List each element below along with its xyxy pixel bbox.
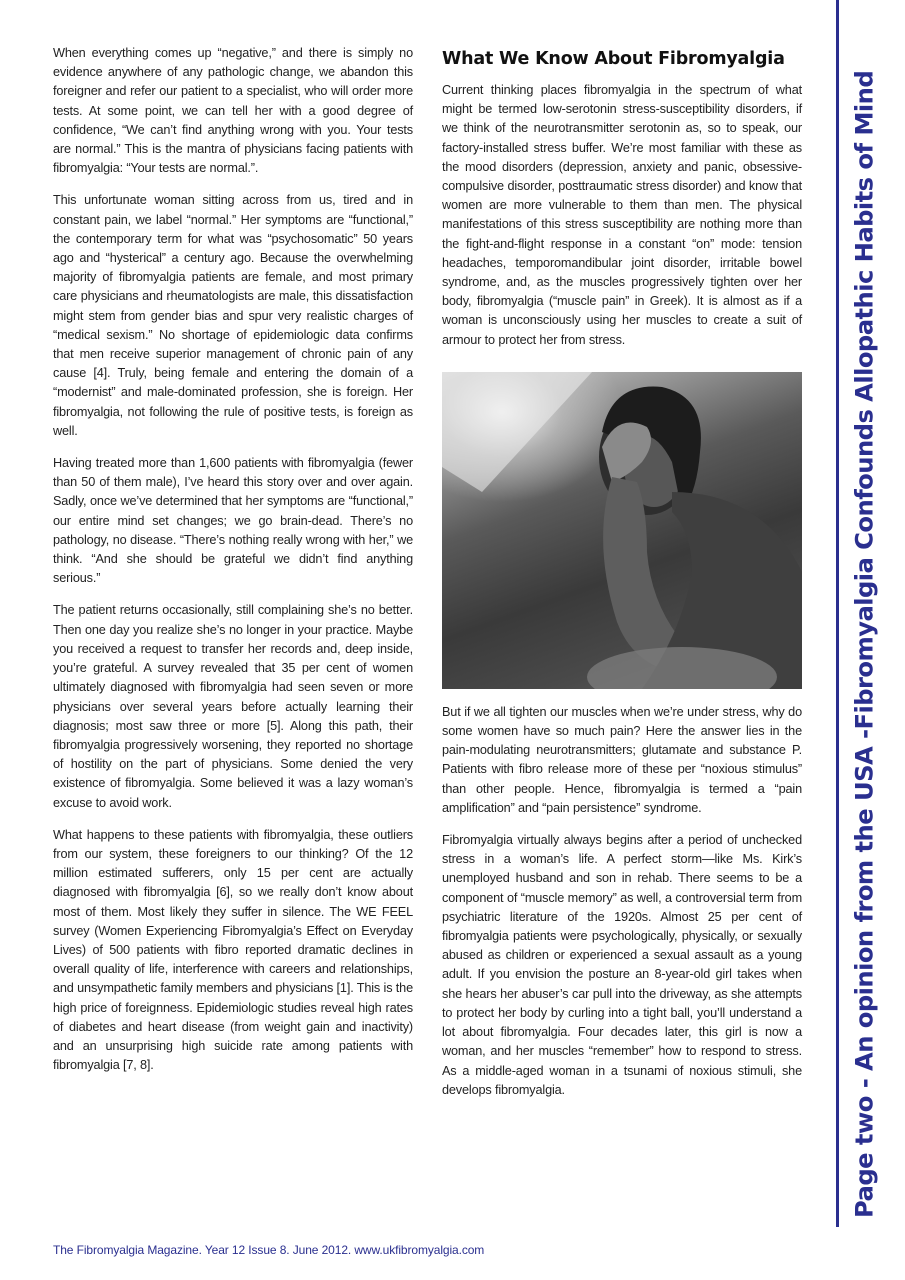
left-paragraph-1: When everything comes up “negative,” and there is simply no evidence anywhere of any pathologic change, we abandon this foreigner and refer our patient to a specialist, who will order more tests. At some point, we can tell her with a good degree of confidence, “We can’t find anything wrong with you. Your tests are normal.” This is the mantra of physicians facing patients with fibromyalgia: “Your tests are normal.”. (53, 46, 413, 176)
left-paragraph-4: The patient returns occasionally, still complaining she’s no better. Then one day you realize she’s no longer in your practice. Maybe you received a request to transfer her records and, deep inside, you’re grateful. A survey revealed that 35 per cent of women ultimately diagnosed with fibromyalgia had seen seven or more physicians over several years before actually learning their diagnosis; most saw three or more [5]. Along this path, their fibromyalgia progressively worsening, they reported no shortage of hostility on the part of physicians. Some denied the very existence of fibromyalgia. Some believed it was a lazy woman’s excuse to avoid work. (53, 603, 413, 810)
page-footer: The Fibromyalgia Magazine. Year 12 Issue 8. June 2012. www.ukfibromyalgia.com (53, 1243, 485, 1257)
sidebar-title: Page two - An opinion from the USA -Fibromyalgia Confounds Allopathic Habits of Mind (849, 70, 879, 1218)
right-paragraph-2: But if we all tighten our muscles when we’re under stress, why do some women have so much pain? Here the answer lies in the pain-modulating neurotransmitters; glutamate and substance P. Patients with fibro release more of these per “noxious stimulus” than other people. Hence, fibromyalgia is termed a “pain amplification” and “pain persistence” syndrome. (442, 704, 802, 815)
left-paragraph-5: What happens to these patients with fibromyalgia, these outliers from our system, these foreigners to our thinking? Of the 12 million estimated sufferers, only 15 per cent are actually diagnosed with fibromyalgia [6], so we really don’t know about most of them. Most likely they suffer in silence. The WE FEEL survey (Women Experiencing Fibromyalgia’s Effect on Everyday Lives) of 500 patients with fibro reported dramatic declines in overall quality of life, interference with careers and relationships, and unsympathetic family members and physicians [1]. This is the high price of foreignness. Epidemiologic studies reveal high rates of diabetes and heart disease (from weight gain and inactivity) and an unsurprising high suicide rate among patients with fibromyalgia [7, 8]. (53, 827, 413, 1073)
left-paragraph-3: Having treated more than 1,600 patients with fibromyalgia (fewer than 50 of them male), I’ve heard this story over and over again. Sadly, once we’ve determined that her symptoms are “functional,” our entire mind set changes; we go brain-dead. There’s no pathology, no disease. “There’s nothing really wrong with her,” we think. “And she should be grateful we didn’t find anything serious.” (53, 456, 413, 586)
right-paragraph-1: Current thinking places fibromyalgia in the spectrum of what might be termed low-serotonin stress-susceptibility disorders, if we think of the neurotransmitter serotonin as, so to speak, our factory-installed stress buffer. We’re most familiar with these as the mood disorders (depression, anxiety and panic, obsessive-compulsive disorder, posttraumatic stress disorder) and know that women are more vulnerable to them than men. The physical manifestations of this stress susceptibility are nothing more than the fight-and-flight response in a constant “on” mode: tension headaches, temporomandibular joint disorder, irritable bowel syndrome, and, as the muscles progressively tighten over her body, fibromyalgia (“muscle pain” in Greek). It is almost as if a woman is unconsciously using her muscles to create a suit of armour to protect her from stress. (442, 83, 802, 347)
section-heading: What We Know About Fibromyalgia (442, 49, 785, 69)
photo-illustration (442, 372, 802, 689)
left-paragraph-2: This unfortunate woman sitting across from us, tired and in constant pain, we label “normal.” Her symptoms are “functional,” the contemporary term for what was “psychosomatic” 50 years ago and “hysterical” a century ago. Because the overwhelming majority of fibromyalgia patients are female, and most primary care physicians and rheumatologists are male, this dissatisfaction might stem from gender bias and spur very realistic charges of “medical sexism.” No shortage of epidemiologic data confirms that men receive superior management of chronic pain of any cause [4]. Truly, being female and entering the domain of a “modernist” and male-dominated profession, she is foreign. Her fibromyalgia, not following the rule of positive tests, is foreign as well. (53, 193, 413, 438)
right-column (442, 44, 802, 1113)
woman-in-distress-photo (442, 372, 802, 689)
right-paragraph-3: Fibromyalgia virtually always begins after a period of unchecked stress in a woman’s life. A perfect storm—like Ms. Kirk’s unemployed husband and son in rehab. There seems to be a component of “muscle memory” as well, a controversial term from psychiatric literature of the 1920s. Almost 25 per cent of fibromyalgia patients were psychologically, physically, or sexually abused as children or experienced a sexual assault as a young adult. If you envision the posture an 8-year-old girl takes when she hears her abuser’s car pull into the driveway, as she attempts to protect her body by curling into a tight ball, you’ll understand a lot about fibromyalgia. Four decades later, this girl is now a woman, and her muscles “remember” how to respond to stress. As a middle-aged woman in a tsunami of noxious stimuli, she develops fibromyalgia. (442, 833, 802, 1097)
left-column (53, 44, 413, 1088)
